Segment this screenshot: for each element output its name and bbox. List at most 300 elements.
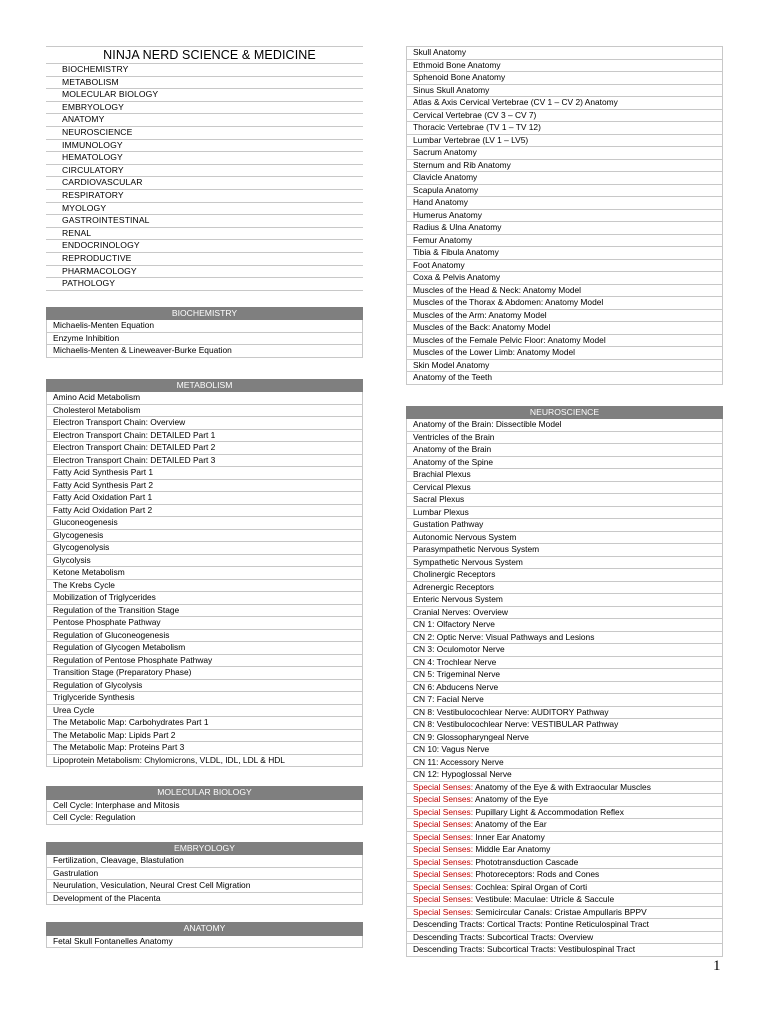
video-link[interactable]: Radius & Ulna Anatomy — [407, 222, 723, 235]
toc-row[interactable] — [46, 252, 363, 265]
video-title: Phototransduction Cascade — [475, 856, 579, 867]
video-link[interactable] — [407, 806, 723, 819]
table-row[interactable] — [407, 756, 723, 769]
video-link[interactable]: Enzyme Inhibition — [47, 332, 363, 345]
video-title: Descending Tracts: Cortical Tracts: Pontine Reticulospinal Tract — [413, 919, 649, 929]
special-senses-prefix: Special Senses: — [413, 806, 474, 817]
toc-row[interactable] — [46, 89, 363, 102]
table-row[interactable] — [407, 669, 723, 682]
embryology-table — [46, 842, 363, 906]
table-row[interactable] — [47, 492, 363, 505]
video-link[interactable] — [407, 519, 723, 532]
table-row[interactable] — [407, 209, 723, 222]
toc-row[interactable] — [46, 202, 363, 215]
video-link[interactable] — [407, 844, 723, 857]
table-row[interactable] — [407, 544, 723, 557]
toc-row[interactable] — [46, 76, 363, 89]
video-link[interactable] — [407, 856, 723, 869]
table-row[interactable] — [407, 97, 723, 110]
video-link[interactable]: Muscles of the Thorax & Abdomen: Anatomy Model — [407, 297, 723, 310]
toc-row[interactable] — [46, 189, 363, 202]
toc-row[interactable] — [46, 139, 363, 152]
table-row[interactable] — [407, 481, 723, 494]
video-link[interactable]: Atlas & Axis Cervical Vertebrae (CV 1 – CV 2) Anatomy — [407, 97, 723, 110]
video-link[interactable] — [407, 869, 723, 882]
table-row[interactable] — [407, 631, 723, 644]
video-link[interactable] — [407, 531, 723, 544]
toc-link[interactable]: MOLECULAR BIOLOGY — [46, 89, 363, 102]
toc-link[interactable]: HEMATOLOGY — [46, 152, 363, 165]
toc-row[interactable] — [46, 164, 363, 177]
table-row[interactable] — [407, 556, 723, 569]
table-row[interactable] — [47, 332, 363, 345]
table-row[interactable] — [47, 692, 363, 705]
video-link[interactable]: Amino Acid Metabolism — [47, 392, 363, 405]
video-link[interactable]: Glycogenolysis — [47, 542, 363, 555]
video-link[interactable] — [407, 619, 723, 632]
video-link[interactable] — [407, 506, 723, 519]
video-link[interactable]: Muscles of the Back: Anatomy Model — [407, 322, 723, 335]
section-header: BIOCHEMISTRY — [47, 307, 363, 320]
video-link[interactable]: Fatty Acid Oxidation Part 2 — [47, 504, 363, 517]
video-link[interactable]: Fertilization, Cleavage, Blastulation — [47, 855, 363, 868]
table-row[interactable] — [407, 744, 723, 757]
table-row[interactable] — [47, 554, 363, 567]
table-row[interactable] — [407, 494, 723, 507]
toc-row[interactable] — [46, 114, 363, 127]
table-row[interactable] — [407, 519, 723, 532]
video-link[interactable]: Urea Cycle — [47, 704, 363, 717]
video-link[interactable]: Cell Cycle: Regulation — [47, 812, 363, 825]
table-row[interactable] — [47, 717, 363, 730]
video-link[interactable] — [407, 794, 723, 807]
table-row[interactable] — [407, 506, 723, 519]
video-title: CN 6: Abducens Nerve — [413, 681, 499, 692]
video-link[interactable] — [407, 831, 723, 844]
table-row[interactable] — [407, 272, 723, 285]
table-row[interactable] — [407, 819, 723, 832]
video-link[interactable]: Cholesterol Metabolism — [47, 404, 363, 417]
video-link[interactable]: Lipoprotein Metabolism: Chylomicrons, VLDL, IDL, LDL & HDL — [47, 754, 363, 767]
table-row[interactable] — [407, 134, 723, 147]
video-link[interactable]: Electron Transport Chain: DETAILED Part 3 — [47, 454, 363, 467]
table-row[interactable] — [407, 606, 723, 619]
video-link[interactable] — [407, 494, 723, 507]
table-row[interactable] — [407, 72, 723, 85]
table-row[interactable] — [407, 531, 723, 544]
toc-row[interactable] — [46, 152, 363, 165]
table-row[interactable] — [407, 234, 723, 247]
video-link[interactable]: Transition Stage (Preparatory Phase) — [47, 667, 363, 680]
table-row[interactable] — [47, 592, 363, 605]
toc-row[interactable] — [46, 101, 363, 114]
video-link[interactable] — [407, 706, 723, 719]
table-row[interactable] — [47, 642, 363, 655]
video-link[interactable] — [407, 931, 723, 944]
video-link[interactable]: Humerus Anatomy — [407, 209, 723, 222]
table-row[interactable] — [47, 345, 363, 358]
video-title: CN 11: Accessory Nerve — [413, 756, 504, 767]
video-link[interactable]: Pentose Phosphate Pathway — [47, 617, 363, 630]
table-row[interactable] — [407, 184, 723, 197]
video-link[interactable]: Regulation of Glycolysis — [47, 679, 363, 692]
table-row[interactable] — [47, 617, 363, 630]
table-row[interactable] — [407, 681, 723, 694]
table-row[interactable] — [407, 881, 723, 894]
table-row[interactable] — [407, 581, 723, 594]
toc-link[interactable]: PATHOLOGY — [46, 278, 363, 291]
video-link[interactable]: Cell Cycle: Interphase and Mitosis — [47, 799, 363, 812]
video-link[interactable]: Fatty Acid Oxidation Part 1 — [47, 492, 363, 505]
table-row[interactable] — [407, 309, 723, 322]
table-row[interactable] — [407, 334, 723, 347]
table-row[interactable] — [407, 109, 723, 122]
table-row[interactable] — [47, 467, 363, 480]
table-row[interactable] — [407, 719, 723, 732]
video-link[interactable] — [407, 731, 723, 744]
table-row[interactable] — [47, 654, 363, 667]
toc-link[interactable]: IMMUNOLOGY — [46, 139, 363, 152]
toc-row[interactable] — [46, 215, 363, 228]
video-link[interactable]: Mobilization of Triglycerides — [47, 592, 363, 605]
video-title: Cervical Plexus — [413, 481, 471, 492]
table-row[interactable] — [47, 935, 363, 948]
video-link[interactable] — [407, 656, 723, 669]
video-link[interactable] — [407, 456, 723, 469]
table-row[interactable] — [407, 806, 723, 819]
video-link[interactable]: Regulation of Gluconeogenesis — [47, 629, 363, 642]
table-row[interactable] — [407, 247, 723, 260]
video-link[interactable]: Anatomy of the Teeth — [407, 372, 723, 385]
toc-link[interactable]: RESPIRATORY — [46, 189, 363, 202]
toc-row[interactable] — [46, 227, 363, 240]
video-link[interactable]: Femur Anatomy — [407, 234, 723, 247]
table-row[interactable] — [47, 454, 363, 467]
video-link[interactable] — [407, 481, 723, 494]
video-title: Ventricles of the Brain — [413, 431, 495, 442]
table-row[interactable] — [407, 359, 723, 372]
video-link[interactable] — [407, 769, 723, 782]
video-link[interactable] — [407, 419, 723, 432]
table-row[interactable] — [407, 781, 723, 794]
table-row[interactable] — [47, 479, 363, 492]
video-link[interactable] — [407, 444, 723, 457]
video-link[interactable] — [407, 744, 723, 757]
video-link[interactable]: Cervical Vertebrae (CV 3 – CV 7) — [407, 109, 723, 122]
toc-link[interactable]: METABOLISM — [46, 76, 363, 89]
left-column — [46, 0, 363, 948]
video-title: Enteric Nervous System — [413, 594, 503, 604]
video-link[interactable]: Coxa & Pelvis Anatomy — [407, 272, 723, 285]
video-link[interactable]: Glycolysis — [47, 554, 363, 567]
table-row[interactable] — [407, 794, 723, 807]
video-link[interactable]: Lumbar Vertebrae (LV 1 – LV5) — [407, 134, 723, 147]
table-row[interactable] — [47, 679, 363, 692]
toc-link[interactable]: EMBRYOLOGY — [46, 101, 363, 114]
table-row[interactable] — [407, 644, 723, 657]
video-title: CN 4: Trochlear Nerve — [413, 656, 497, 667]
video-title: Descending Tracts: Subcortical Tracts: Vestibulospinal Tract — [413, 944, 636, 954]
table-row[interactable] — [407, 594, 723, 607]
table-row[interactable] — [47, 729, 363, 742]
table-row[interactable] — [407, 469, 723, 482]
table-row[interactable] — [407, 731, 723, 744]
toc-link[interactable]: NEUROSCIENCE — [46, 126, 363, 139]
video-link[interactable]: Scapula Anatomy — [407, 184, 723, 197]
table-row[interactable] — [407, 172, 723, 185]
table-row[interactable] — [47, 799, 363, 812]
video-title: CN 10: Vagus Nerve — [413, 744, 490, 754]
video-link[interactable]: Foot Anatomy — [407, 259, 723, 272]
table-row[interactable] — [47, 404, 363, 417]
video-link[interactable] — [407, 881, 723, 894]
video-link[interactable]: Muscles of the Arm: Anatomy Model — [407, 309, 723, 322]
video-link[interactable]: Electron Transport Chain: Overview — [47, 417, 363, 430]
table-row[interactable] — [47, 517, 363, 530]
table-row[interactable] — [407, 259, 723, 272]
video-link[interactable]: Muscles of the Female Pelvic Floor: Anatomy Model — [407, 334, 723, 347]
section-header-row — [47, 842, 363, 855]
table-row[interactable] — [47, 442, 363, 455]
video-title: Middle Ear Anatomy — [475, 844, 551, 854]
video-link[interactable]: Skull Anatomy — [407, 47, 723, 60]
table-row[interactable] — [47, 320, 363, 333]
video-link[interactable]: The Metabolic Map: Carbohydrates Part 1 — [47, 717, 363, 730]
table-row[interactable] — [407, 869, 723, 882]
video-title: Autonomic Nervous System — [413, 531, 517, 542]
table-row[interactable] — [47, 704, 363, 717]
toc-body — [46, 47, 363, 291]
toc-link[interactable]: GASTROINTESTINAL — [46, 215, 363, 228]
video-link[interactable]: Glycogenesis — [47, 529, 363, 542]
table-row[interactable] — [407, 444, 723, 457]
video-link[interactable] — [407, 581, 723, 594]
video-title: Adrenergic Receptors — [413, 581, 494, 592]
table-row[interactable] — [407, 569, 723, 582]
video-link[interactable] — [407, 894, 723, 907]
toc-link[interactable]: CARDIOVASCULAR — [46, 177, 363, 190]
table-row[interactable] — [47, 742, 363, 755]
video-link[interactable] — [407, 719, 723, 732]
special-senses-prefix: Special Senses: — [413, 781, 474, 792]
video-link[interactable] — [407, 631, 723, 644]
toc-row[interactable] — [46, 64, 363, 77]
video-link[interactable] — [407, 469, 723, 482]
special-senses-prefix: Special Senses: — [413, 794, 474, 804]
video-title: CN 9: Glossopharyngeal Nerve — [413, 731, 529, 742]
section-header-row — [47, 379, 363, 392]
video-title: CN 5: Trigeminal Nerve — [413, 669, 501, 679]
video-title: Sympathetic Nervous System — [413, 556, 523, 567]
table-row[interactable] — [47, 429, 363, 442]
video-title: Anatomy of the Brain — [413, 444, 492, 454]
table-row[interactable] — [47, 855, 363, 868]
special-senses-prefix: Special Senses: — [413, 831, 474, 842]
video-link[interactable]: Hand Anatomy — [407, 197, 723, 210]
video-title: Anatomy of the Eye — [474, 794, 549, 804]
toc-row[interactable] — [46, 265, 363, 278]
toc-row[interactable] — [46, 177, 363, 190]
toc-row[interactable] — [46, 126, 363, 139]
video-link[interactable] — [407, 644, 723, 657]
table-row[interactable] — [47, 542, 363, 555]
table-row[interactable] — [407, 197, 723, 210]
video-link[interactable] — [407, 431, 723, 444]
table-row[interactable] — [47, 812, 363, 825]
table-row[interactable] — [407, 769, 723, 782]
toc-link[interactable]: PHARMACOLOGY — [46, 265, 363, 278]
table-row[interactable] — [407, 47, 723, 60]
video-link[interactable]: Sacrum Anatomy — [407, 147, 723, 160]
video-link[interactable] — [407, 906, 723, 919]
table-row[interactable] — [47, 529, 363, 542]
video-link[interactable]: Muscles of the Lower Limb: Anatomy Model — [407, 347, 723, 360]
table-of-contents — [46, 46, 363, 291]
toc-link[interactable]: CIRCULATORY — [46, 164, 363, 177]
table-row[interactable] — [47, 392, 363, 405]
video-title: Cranial Nerves: Overview — [413, 606, 508, 617]
table-row[interactable] — [407, 419, 723, 432]
video-title: Parasympathetic Nervous System — [413, 544, 540, 554]
video-link[interactable]: Electron Transport Chain: DETAILED Part 1 — [47, 429, 363, 442]
toc-link[interactable]: ANATOMY — [46, 114, 363, 127]
table-row[interactable] — [47, 417, 363, 430]
video-link[interactable]: Regulation of the Transition Stage — [47, 604, 363, 617]
toc-link[interactable]: BIOCHEMISTRY — [46, 64, 363, 77]
video-link[interactable]: Regulation of Glycogen Metabolism — [47, 642, 363, 655]
video-link[interactable]: Gastrulation — [47, 867, 363, 880]
table-row[interactable] — [407, 894, 723, 907]
video-link[interactable] — [407, 606, 723, 619]
video-link[interactable]: Electron Transport Chain: DETAILED Part 2 — [47, 442, 363, 455]
video-link[interactable] — [407, 544, 723, 557]
video-title: Descending Tracts: Subcortical Tracts: Overview — [413, 931, 594, 942]
table-row[interactable] — [47, 579, 363, 592]
video-title: Anatomy of the Eye & with Extraocular Muscles — [474, 781, 651, 792]
video-link[interactable] — [407, 669, 723, 682]
table-row[interactable] — [407, 856, 723, 869]
table-row[interactable] — [47, 567, 363, 580]
video-link[interactable]: Michaelis-Menten Equation — [47, 320, 363, 333]
table-row[interactable] — [407, 222, 723, 235]
video-link[interactable]: The Metabolic Map: Proteins Part 3 — [47, 742, 363, 755]
table-row[interactable] — [407, 159, 723, 172]
table-row[interactable] — [47, 754, 363, 767]
table-row[interactable] — [47, 880, 363, 893]
table-row[interactable] — [47, 629, 363, 642]
video-link[interactable]: Skin Model Anatomy — [407, 359, 723, 372]
table-row[interactable] — [407, 906, 723, 919]
table-row[interactable] — [407, 831, 723, 844]
table-row[interactable] — [407, 844, 723, 857]
video-link[interactable]: Michaelis-Menten & Lineweaver-Burke Equation — [47, 345, 363, 358]
table-row[interactable] — [407, 59, 723, 72]
video-link[interactable] — [407, 944, 723, 957]
video-link[interactable]: The Krebs Cycle — [47, 579, 363, 592]
toc-row[interactable] — [46, 278, 363, 291]
video-link[interactable] — [407, 594, 723, 607]
video-link[interactable]: Sphenoid Bone Anatomy — [407, 72, 723, 85]
video-link[interactable]: Fatty Acid Synthesis Part 2 — [47, 479, 363, 492]
video-link[interactable]: Fatty Acid Synthesis Part 1 — [47, 467, 363, 480]
video-title: Pupillary Light & Accommodation Reflex — [475, 806, 624, 817]
section-header-row — [47, 787, 363, 800]
toc-link[interactable]: REPRODUCTIVE — [46, 252, 363, 265]
video-link[interactable]: Clavicle Anatomy — [407, 172, 723, 185]
table-row[interactable] — [407, 656, 723, 669]
table-row[interactable] — [407, 931, 723, 944]
video-link[interactable]: Ethmoid Bone Anatomy — [407, 59, 723, 72]
toc-link[interactable]: MYOLOGY — [46, 202, 363, 215]
video-link[interactable]: Neurulation, Vesiculation, Neural Crest Cell Migration — [47, 880, 363, 893]
toc-link[interactable]: RENAL — [46, 227, 363, 240]
video-link[interactable] — [407, 781, 723, 794]
section-header: METABOLISM — [47, 379, 363, 392]
table-row[interactable] — [407, 706, 723, 719]
video-link[interactable]: Fetal Skull Fontanelles Anatomy — [47, 935, 363, 948]
section-header-row — [47, 923, 363, 936]
video-link[interactable]: Sternum and Rib Anatomy — [407, 159, 723, 172]
video-title: CN 12: Hypoglossal Nerve — [413, 769, 512, 779]
section-header: ANATOMY — [47, 923, 363, 936]
table-row[interactable] — [407, 284, 723, 297]
table-row[interactable] — [47, 504, 363, 517]
table-row[interactable] — [407, 456, 723, 469]
video-link[interactable]: Sinus Skull Anatomy — [407, 84, 723, 97]
table-row[interactable] — [407, 147, 723, 160]
table-row[interactable] — [407, 944, 723, 957]
video-link[interactable]: Thoracic Vertebrae (TV 1 – TV 12) — [407, 122, 723, 135]
biochemistry-table — [46, 307, 363, 358]
toc-link[interactable]: ENDOCRINOLOGY — [46, 240, 363, 253]
video-link[interactable]: Development of the Placenta — [47, 892, 363, 905]
video-link[interactable] — [407, 569, 723, 582]
table-row[interactable] — [407, 431, 723, 444]
video-link[interactable] — [407, 756, 723, 769]
toc-row[interactable] — [46, 240, 363, 253]
video-link[interactable]: The Metabolic Map: Lipids Part 2 — [47, 729, 363, 742]
table-row[interactable] — [407, 919, 723, 932]
anatomy-table — [46, 922, 363, 948]
section-header: EMBRYOLOGY — [47, 842, 363, 855]
video-link[interactable] — [407, 681, 723, 694]
anatomy-continued-table — [406, 46, 723, 385]
table-row[interactable] — [407, 694, 723, 707]
video-link[interactable]: Gluconeogenesis — [47, 517, 363, 530]
video-link[interactable]: Triglyceride Synthesis — [47, 692, 363, 705]
table-row[interactable] — [407, 84, 723, 97]
table-row[interactable] — [47, 667, 363, 680]
video-link[interactable]: Ketone Metabolism — [47, 567, 363, 580]
table-row[interactable] — [407, 372, 723, 385]
video-title: Anatomy of the Ear — [474, 819, 547, 829]
table-row[interactable] — [47, 867, 363, 880]
video-link[interactable]: Tibia & Fibula Anatomy — [407, 247, 723, 260]
table-row[interactable] — [47, 604, 363, 617]
video-link[interactable] — [407, 694, 723, 707]
table-row[interactable] — [407, 322, 723, 335]
table-row[interactable] — [407, 619, 723, 632]
video-link[interactable] — [407, 556, 723, 569]
video-link[interactable] — [407, 819, 723, 832]
video-link[interactable]: Muscles of the Head & Neck: Anatomy Model — [407, 284, 723, 297]
table-row[interactable] — [407, 347, 723, 360]
video-link[interactable] — [407, 919, 723, 932]
table-row[interactable] — [407, 122, 723, 135]
table-row[interactable] — [47, 892, 363, 905]
table-row[interactable] — [407, 297, 723, 310]
video-link[interactable]: Regulation of Pentose Phosphate Pathway — [47, 654, 363, 667]
